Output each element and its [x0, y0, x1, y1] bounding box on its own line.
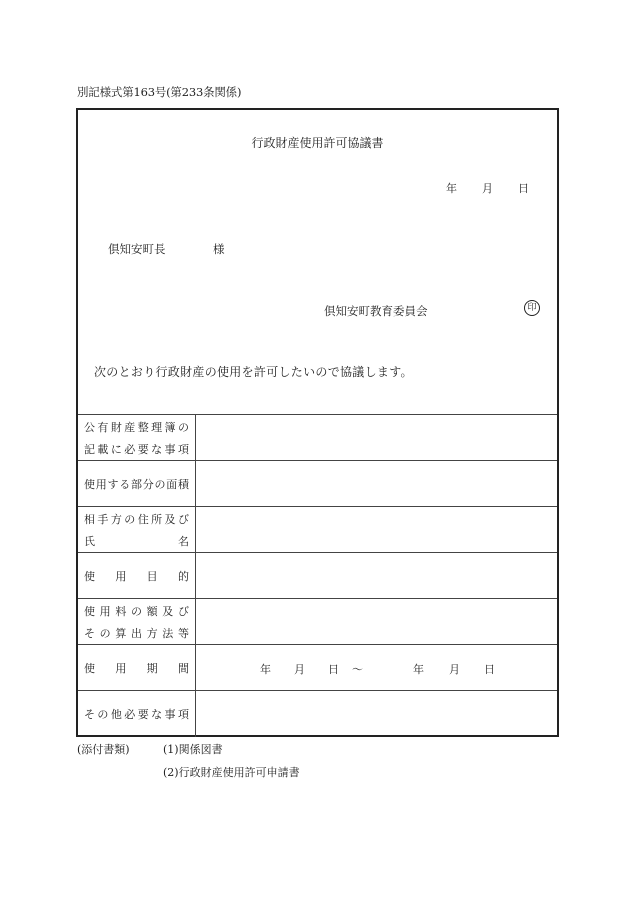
- label-char: 方: [110, 513, 122, 526]
- label-char: す: [107, 478, 119, 491]
- label-line: [84, 476, 189, 492]
- label-char: 等: [177, 627, 189, 640]
- row-fee: [78, 598, 557, 645]
- label-line: [84, 441, 189, 457]
- label-char: 料: [115, 605, 127, 618]
- period-start-day: 日: [328, 663, 339, 676]
- label-char: の: [124, 513, 136, 526]
- label-char: の: [154, 478, 166, 491]
- label-char: 用: [115, 662, 127, 675]
- period-tilde: ～: [352, 663, 363, 676]
- label-line: [84, 568, 189, 584]
- label-char: 用: [115, 570, 127, 583]
- label-char: る: [119, 478, 131, 491]
- label-char: 他: [110, 708, 122, 721]
- label-char: 使: [84, 605, 95, 618]
- label-char: 間: [177, 662, 189, 675]
- sender-name: 倶知安町教育委員会: [324, 304, 428, 318]
- addressee: 倶知安町長: [108, 242, 166, 256]
- label-char: 使: [84, 662, 95, 675]
- label-char: 有: [97, 421, 109, 434]
- label-char: 出: [130, 627, 142, 640]
- label-char: 算: [115, 627, 127, 640]
- row-property-ledger: [78, 414, 557, 461]
- label-char: 使: [84, 570, 95, 583]
- label-char: 期: [146, 662, 158, 675]
- label-line: [84, 419, 189, 435]
- label-char: 法: [162, 627, 174, 640]
- row-area: [78, 460, 557, 507]
- period-start-month: 月: [294, 663, 305, 676]
- label-char: 要: [137, 708, 149, 721]
- period-end-month: 月: [449, 663, 460, 676]
- lead-text: 次のとおり行政財産の使用を許可したいので協議します。: [94, 365, 413, 379]
- label-char: 部: [131, 478, 142, 491]
- row-label: [78, 507, 196, 553]
- label-char: 用: [99, 605, 111, 618]
- period-end-day: 日: [484, 663, 495, 676]
- row-label: [78, 691, 196, 737]
- honorific: 様: [213, 242, 225, 256]
- row-other: [78, 690, 557, 737]
- row-counterparty: [78, 506, 557, 553]
- label-char: な: [151, 443, 163, 456]
- label-char: 記: [84, 443, 95, 456]
- attachment-item: (2)行政財産使用許可申請書: [163, 766, 300, 779]
- label-char: の: [177, 421, 189, 434]
- label-char: そ: [84, 627, 95, 640]
- label-char: の: [130, 605, 142, 618]
- label-char: 及: [164, 513, 176, 526]
- label-char: 必: [124, 443, 136, 456]
- label-char: の: [99, 627, 111, 640]
- label-char: 事: [164, 708, 176, 721]
- label-char: び: [177, 605, 189, 618]
- label-char: 整: [137, 421, 149, 434]
- row-period: [78, 644, 557, 691]
- label-char: 的: [177, 570, 189, 583]
- label-line: [84, 706, 189, 722]
- label-char: 手: [97, 513, 109, 526]
- label-line: [84, 603, 189, 619]
- label-char: 氏: [84, 535, 95, 548]
- label-char: 項: [177, 708, 189, 721]
- label-char: の: [97, 708, 109, 721]
- form-reference: 別記様式第163号(第233条関係): [77, 85, 242, 99]
- row-label: [78, 415, 196, 461]
- label-line: [84, 533, 189, 549]
- label-char: 要: [137, 443, 149, 456]
- label-char: 積: [178, 478, 189, 491]
- label-char: 使: [84, 478, 95, 491]
- label-char: な: [151, 708, 163, 721]
- label-char: 事: [164, 443, 176, 456]
- label-char: 住: [137, 513, 149, 526]
- row-purpose: [78, 552, 557, 599]
- label-char: 公: [84, 421, 95, 434]
- label-char: 必: [124, 708, 136, 721]
- row-label: [78, 645, 196, 691]
- label-char: 理: [151, 421, 163, 434]
- label-line: [84, 660, 189, 676]
- attachments-label: (添付書類): [77, 743, 130, 756]
- info-table: [78, 414, 557, 735]
- date-day: 日: [518, 182, 529, 195]
- label-char: 項: [177, 443, 189, 456]
- row-label: [78, 553, 196, 599]
- label-char: 面: [166, 478, 178, 491]
- label-char: 用: [95, 478, 107, 491]
- label-line: [84, 511, 189, 527]
- label-char: 目: [146, 570, 158, 583]
- date-year: 年: [446, 182, 457, 195]
- label-char: そ: [84, 708, 95, 721]
- label-char: 名: [178, 535, 189, 548]
- attachment-item: (1)関係図書: [163, 743, 223, 756]
- label-char: 額: [146, 605, 158, 618]
- label-char: 分: [142, 478, 154, 491]
- form-frame: [76, 108, 559, 737]
- label-char: 財: [110, 421, 122, 434]
- label-char: 相: [84, 513, 95, 526]
- label-char: 及: [162, 605, 174, 618]
- seal-mark: 印: [524, 300, 540, 316]
- period-end-year: 年: [413, 663, 424, 676]
- label-char: び: [177, 513, 189, 526]
- row-label: [78, 599, 196, 645]
- label-char: 載: [97, 443, 109, 456]
- document-title: 行政財産使用許可協議書: [251, 136, 384, 150]
- label-char: 方: [146, 627, 158, 640]
- date-month: 月: [482, 182, 493, 195]
- period-start-year: 年: [260, 663, 271, 676]
- label-char: に: [110, 443, 122, 456]
- label-char: 簿: [164, 421, 176, 434]
- label-char: 所: [151, 513, 163, 526]
- row-label: [78, 461, 196, 507]
- label-line: [84, 625, 189, 641]
- label-char: 産: [124, 421, 136, 434]
